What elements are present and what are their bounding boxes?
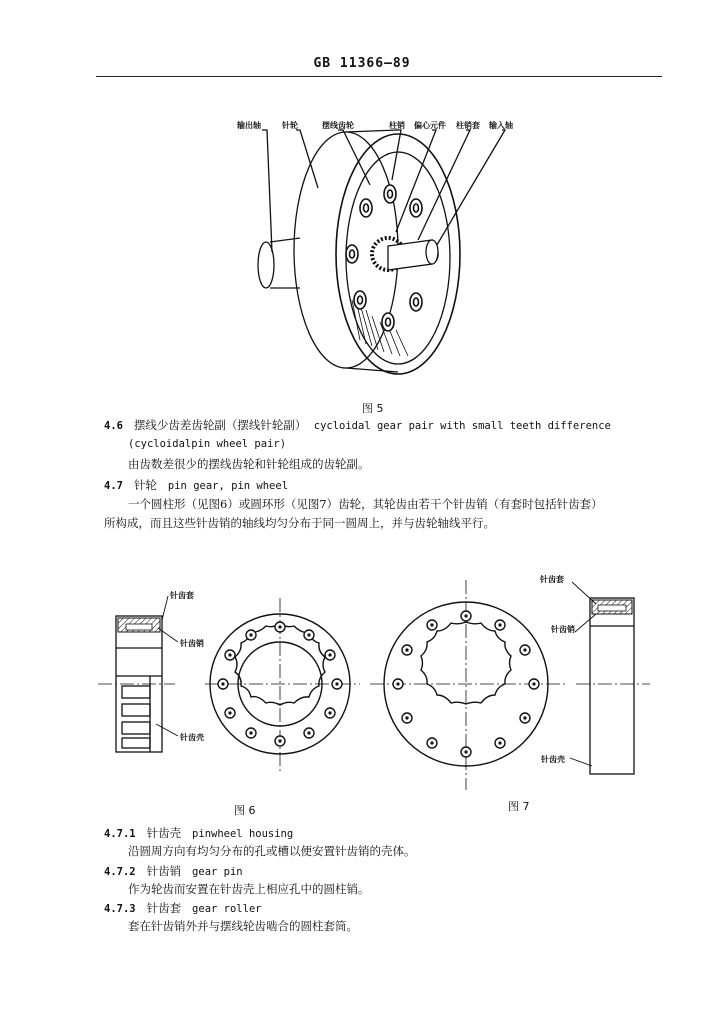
fig7-label-sleeve: 针齿套 <box>540 575 564 584</box>
section-title-cn: 针齿壳 <box>146 826 182 840</box>
section-title-en: cycloidal gear pair with small teeth difference <box>313 420 611 432</box>
section-title-en: gear roller <box>192 903 262 915</box>
figure6-caption: 图 6 <box>234 804 256 817</box>
section-title-en: pin gear, pin wheel <box>167 480 289 492</box>
section-title-en: gear pin <box>192 866 243 878</box>
section-4-7-body-line2: 所构成，而且这些针齿销的轴线均匀分布于同一圆周上，并与齿轮轴线平行。 <box>104 516 495 530</box>
section-title-cn: 针轮 <box>133 478 157 492</box>
fig5-label-output-shaft: 输出轴 <box>237 121 261 130</box>
fig6-label-housing: 针齿壳 <box>180 733 204 742</box>
page-header: GB 11366—89 <box>313 56 411 71</box>
section-number: 4.7.2 <box>104 866 136 878</box>
fig5-label-pin-sleeve: 柱销套 <box>456 121 480 130</box>
fig6-label-pin: 针齿销 <box>180 639 204 648</box>
section-4-7-1-heading <box>104 824 293 843</box>
section-4-6-heading <box>104 416 611 435</box>
section-4-6-body: 由齿数差很少的摆线齿轮和针轮组成的齿轮副。 <box>128 457 370 471</box>
section-4-7-heading <box>104 476 288 495</box>
section-4-7-3-heading <box>104 899 262 918</box>
section-title-cn: 针齿套 <box>146 901 182 915</box>
fig7-label-housing: 针齿壳 <box>541 755 565 764</box>
figure5-drawing <box>0 0 724 400</box>
figure7-caption: 图 7 <box>508 800 530 813</box>
section-number: 4.7.3 <box>104 903 136 915</box>
figure5-caption: 图 5 <box>362 402 384 415</box>
fig5-label-pin-wheel: 针轮 <box>282 121 298 130</box>
section-4-7-3-body: 套在针齿销外并与摆线轮齿啮合的圆柱套筒。 <box>128 919 358 933</box>
section-4-7-2-heading <box>104 862 243 881</box>
section-4-7-body-line1: 一个圆柱形（见图6）或圆环形（见图7）齿轮，其轮齿由若干个针齿销（有套时包括针齿套） <box>128 497 603 511</box>
figures-6-7-drawing <box>0 560 724 820</box>
section-number: 4.7.1 <box>104 828 136 840</box>
section-title-en: pinwheel housing <box>192 828 294 840</box>
section-4-7-1-body: 沿圆周方向有均匀分布的孔或槽以便安置针齿销的壳体。 <box>128 844 416 858</box>
fig5-label-eccentric: 偏心元件 <box>414 121 446 130</box>
section-title-cn: 摆线少齿差齿轮副（摆线针轮副） <box>133 418 307 432</box>
section-4-7-2-body: 作为轮齿而安置在针齿壳上相应孔中的圆柱销。 <box>128 882 370 896</box>
section-number: 4.7 <box>104 480 123 492</box>
fig5-label-pin: 柱销 <box>389 121 405 130</box>
fig6-label-sleeve: 针齿套 <box>170 591 194 600</box>
section-title-cn: 针齿销 <box>146 864 182 878</box>
fig7-label-pin: 针齿销 <box>551 625 575 634</box>
section-number: 4.6 <box>104 420 123 432</box>
fig5-label-cycloid-gear: 摆线齿轮 <box>322 121 354 130</box>
fig5-label-input-shaft: 输入轴 <box>489 121 513 130</box>
section-4-6-title-en2: (cycloidalpin wheel pair) <box>128 438 287 450</box>
